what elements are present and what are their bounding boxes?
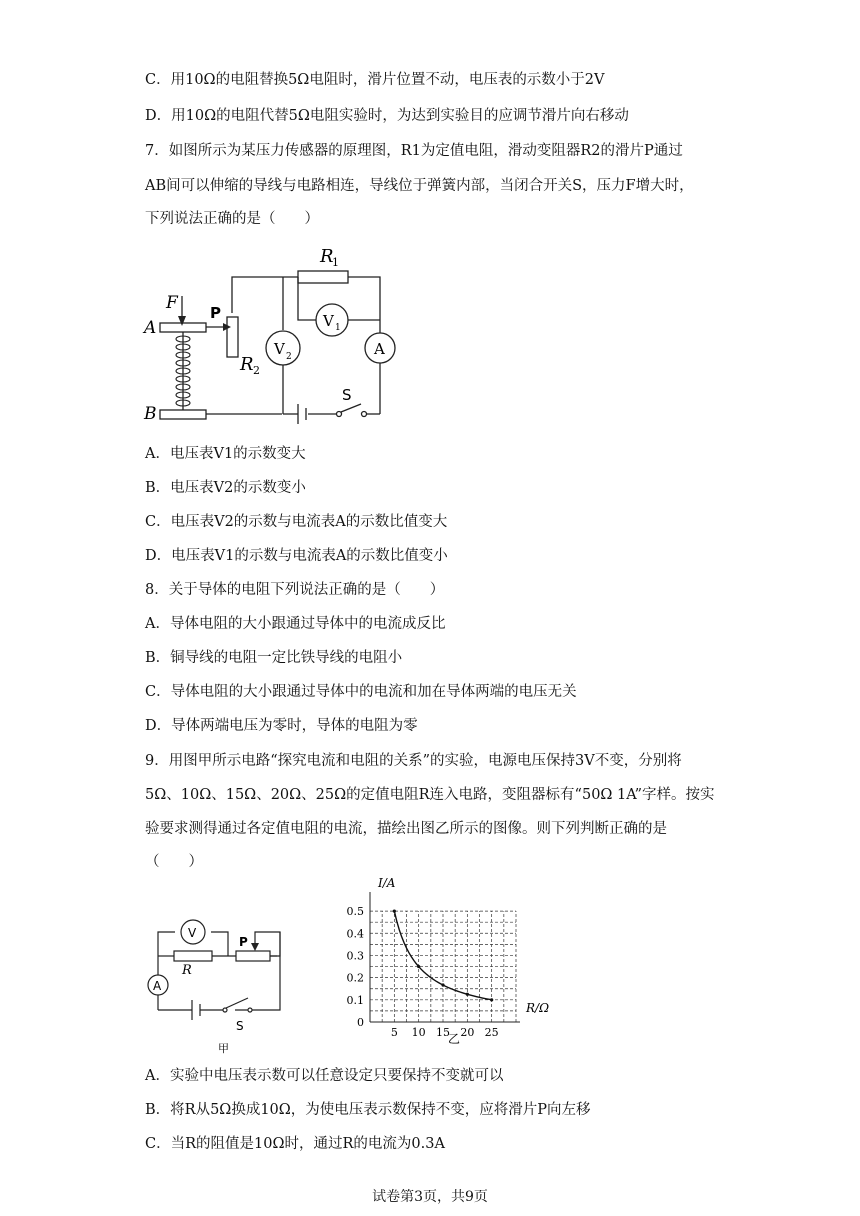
q8-stem: 8．关于导体的电阻下列说法正确的是（ ） (145, 582, 445, 598)
q8-option-b: B．铜导线的电阻一定比铁导线的电阻小 (145, 650, 403, 666)
q9-circuit-figure-jia (140, 912, 300, 1057)
x-tick-label: 5 (390, 1026, 398, 1039)
jia-caption: 甲 (218, 1042, 229, 1055)
data-point (417, 965, 420, 968)
y-tick-label: 0.5 (346, 905, 364, 919)
q7-circuit-figure (140, 238, 400, 428)
jia-switch-s-label: S (236, 1019, 244, 1033)
chart-x-axis-label: R/Ω (526, 1001, 550, 1015)
y-tick-label: 0 (357, 1016, 364, 1029)
q8-option-c: C．导体电阻的大小跟通过导体中的电流和加在导体两端的电压无关 (145, 684, 577, 700)
ammeter-label: A (374, 340, 385, 358)
data-point (466, 993, 469, 996)
r2-subscript: 2 (253, 364, 260, 377)
data-point (393, 909, 396, 912)
jia-voltmeter-label: V (188, 926, 197, 940)
plate-a-label: A (144, 318, 157, 338)
r1-label: R (320, 246, 334, 267)
force-label: F (166, 293, 178, 313)
q9-stem-line2: 5Ω、10Ω、15Ω、20Ω、25Ω的定值电阻R连入电路，变阻器标有“50Ω 1A”字样。按实 (145, 787, 715, 803)
jia-resistor-r-label: R (182, 963, 192, 978)
jia-ammeter-label: A (153, 979, 162, 993)
y-tick-label: 0.2 (346, 971, 364, 985)
x-tick-label: 20 (460, 1026, 475, 1039)
y-tick-label: 0.3 (346, 949, 364, 963)
slider-p-label: P (210, 304, 221, 322)
x-tick-label: 15 (436, 1026, 450, 1039)
jia-slider-p-label: P (239, 935, 248, 949)
q6-option-d: D．用10Ω的电阻代替5Ω电阻实验时，为达到实验目的应调节滑片向右移动 (145, 108, 629, 124)
chart-ticks (347, 905, 499, 1039)
data-point (490, 998, 493, 1001)
q9-option-b: B．将R从5Ω换成10Ω，为使电压表示数保持不变，应将滑片P向左移 (145, 1102, 591, 1118)
q9-option-c: C．当R的阻值是10Ω时，通过R的电流为0.3A (145, 1136, 445, 1152)
v2-meter-label: V (274, 340, 285, 358)
v1-meter-label: V (323, 312, 334, 330)
r1-subscript: 1 (332, 256, 339, 269)
page-footer: 试卷第3页，共9页 (372, 1189, 488, 1205)
r2-label: R (240, 354, 254, 375)
q7-option-b: B．电压表V2的示数变小 (145, 480, 306, 496)
q7-stem-line2: AB间可以伸缩的导线与电路相连，导线位于弹簧内部，当闭合开关S，压力F增大时， (145, 178, 694, 194)
q8-option-d: D．导体两端电压为零时，导体的电阻为零 (145, 718, 418, 734)
q9-chart-yi (340, 872, 570, 1052)
v1-meter-subscript: 1 (335, 323, 341, 333)
q9-stem-line3: 验要求测得通过各定值电阻的电流，描绘出图乙所示的图像。则下列判断正确的是 (145, 821, 667, 837)
plate-b-label: B (144, 404, 157, 424)
x-tick-label: 10 (411, 1026, 426, 1039)
chart-y-axis-label: I/A (378, 876, 396, 890)
switch-s-label: S (342, 386, 352, 404)
q7-stem-line3: 下列说法正确的是（ ） (145, 211, 319, 227)
y-tick-label: 0.1 (346, 993, 364, 1007)
v2-meter-subscript: 2 (286, 352, 292, 362)
q9-stem-line4: （ ） (145, 854, 203, 870)
q9-option-a: A．实验中电压表示数可以任意设定只要保持不变就可以 (145, 1068, 504, 1084)
y-tick-label: 0.4 (346, 927, 364, 941)
q8-option-a: A．导体电阻的大小跟通过导体中的电流成反比 (145, 616, 446, 632)
chart-axes (370, 892, 520, 1022)
q9-stem-line1: 9．用图甲所示电路“探究电流和电阻的关系”的实验，电源电压保持3V不变，分别将 (145, 753, 682, 769)
x-tick-label: 25 (484, 1026, 499, 1039)
q7-option-c: C．电压表V2的示数与电流表A的示数比值变大 (145, 514, 448, 530)
q6-option-c: C．用10Ω的电阻替换5Ω电阻时，滑片位置不动，电压表的示数小于2V (145, 72, 605, 88)
q7-option-a: A．电压表V1的示数变大 (145, 446, 306, 462)
q7-stem-line1: 7．如图所示为某压力传感器的原理图，R1为定值电阻，滑动变阻器R2的滑片P通过 (145, 143, 683, 159)
chart-caption: 乙 (448, 1032, 461, 1046)
data-point (441, 983, 444, 986)
q7-option-d: D．电压表V1的示数与电流表A的示数比值变小 (145, 548, 448, 564)
chart-grid (370, 911, 516, 1022)
